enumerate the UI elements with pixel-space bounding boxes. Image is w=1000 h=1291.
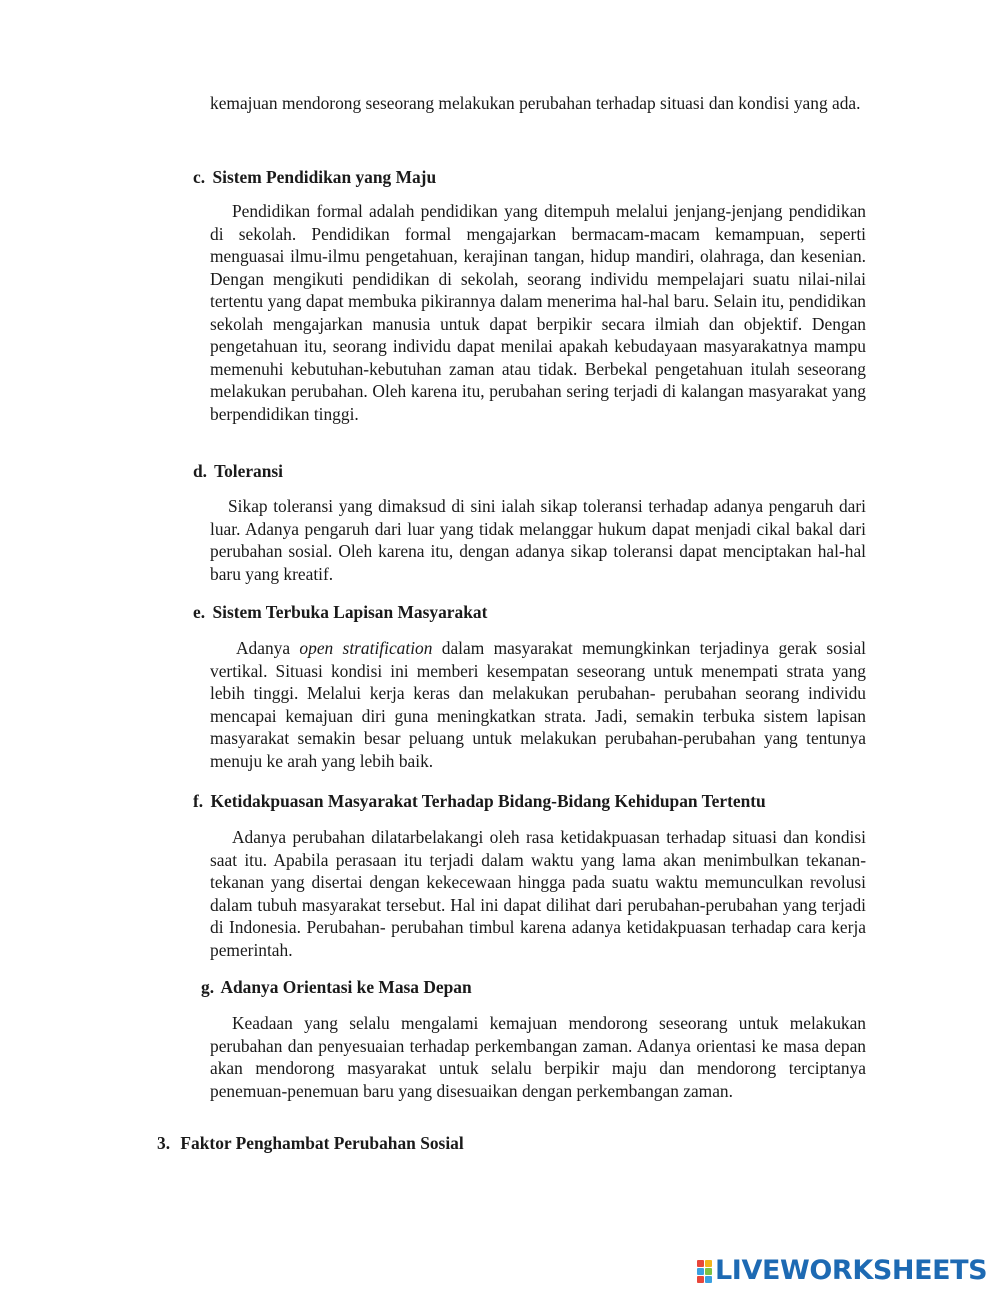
section-heading-d: [193, 460, 283, 482]
intro-text: kemajuan mendorong seseorang melakukan perubahan terhadap situasi dan kondisi yang ada.: [210, 93, 861, 113]
section-body-d: [210, 495, 866, 585]
section-label: c.: [193, 167, 206, 187]
section-body-italic-term: open stratification: [299, 638, 433, 658]
section-label: g.: [201, 977, 215, 997]
section-body-text-before: Adanya: [236, 638, 300, 658]
main-heading-title: Faktor Penghambat Perubahan Sosial: [180, 1133, 464, 1153]
section-body-text: Adanya perubahan dilatarbelakangi oleh rasa ketidakpuasan terhadap situasi dan kondisi saat itu. Apabila perasaan itu terjadi dalam waktu yang lama akan menimbulkan tekanan-tekanan yang disertai dengan kekecewaan hingga pada suatu waktu memunculkan revolusi dalam tubuh masyarakat tersebut. Hal ini dapat dilihat dari perubahan-perubahan yang terjadi di Indonesia. Perubahan- perubahan timbul karena adanya ketidakpuasan terhadap cara kerja pemerintah.: [210, 827, 866, 960]
section-body-f: [210, 826, 866, 961]
section-heading-g: [201, 976, 472, 998]
section-label: e.: [193, 602, 206, 622]
intro-paragraph: [210, 90, 866, 116]
section-label: f.: [193, 791, 204, 811]
section-body-c: [210, 200, 866, 425]
section-heading-f: [193, 790, 766, 812]
section-body-e: [210, 637, 866, 772]
section-label: d.: [193, 461, 208, 481]
liveworksheets-mark-icon: [697, 1260, 712, 1283]
section-title: Ketidakpuasan Masyarakat Terhadap Bidang-Bidang Kehidupan Tertentu: [210, 791, 766, 811]
section-body-text: Pendidikan formal adalah pendidikan yang ditempuh melalui jenjang-jenjang pendidikan di sekolah. Pendidikan formal mengajarkan bermacam-macam kemampuan, seperti menguasai ilmu-ilmu pengetahuan, kerajinan tangan, hidup mandiri, olahraga, dan kesenian. Dengan mengikuti pendidikan di sekolah, seorang individu mempelajari suatu nilai-nilai tertentu yang dapat membuka pikirannya dalam menerima hal-hal baru. Selain itu, pendidikan sekolah mengajarkan manusia untuk dapat berpikir secara ilmiah dan objektif. Dengan pengetahuan itu, seorang individu dapat menilai apakah kebudayaan masyarakatnya mampu memenuhi kebutuhan-kebutuhan zaman atau tidak. Berbekal pengetahuan itulah seseorang melakukan perubahan. Oleh karena itu, perubahan sering terjadi di kalangan masyarakat yang berpendidikan tinggi.: [210, 201, 866, 424]
section-heading-c: [193, 166, 436, 188]
section-body-text-after: dalam masyarakat memungkinkan terjadinya gerak sosial vertikal. Situasi kondisi ini memberi kesempatan seseorang untuk menempati strata yang lebih tinggi. Melalui kerja keras dan melakukan perubahan- perubahan seorang individu mencapai kemajuan diri guna meningkatkan strata. Jadi, semakin terbuka sistem lapisan masyarakat semakin besar peluang untuk melakukan perubahan-perubahan yang tentunya menuju ke arah yang lebih baik.: [210, 638, 867, 771]
section-title: Sistem Pendidikan yang Maju: [212, 167, 437, 187]
section-title: Adanya Orientasi ke Masa Depan: [220, 977, 472, 997]
section-body-text: Keadaan yang selalu mengalami kemajuan mendorong seseorang untuk melakukan perubahan dan penyesuaian terhadap perkembangan zaman. Adanya orientasi ke masa depan akan mendorong masyarakat untuk selalu berpikir maju dan mendorong terciptanya penemuan-penemuan baru yang disesuaikan dengan perkembangan zaman.: [210, 1013, 866, 1101]
section-heading-e: [193, 601, 487, 623]
section-title: Toleransi: [214, 461, 284, 481]
liveworksheets-logo: [697, 1255, 987, 1287]
section-title: Sistem Terbuka Lapisan Masyarakat: [212, 602, 488, 622]
section-body-text: Sikap toleransi yang dimaksud di sini ialah sikap toleransi terhadap adanya pengaruh dari luar. Adanya pengaruh dari luar yang tidak melanggar hukum dapat menjadi cikal bakal dari perubahan sosial. Oleh karena itu, dengan adanya sikap toleransi dapat menciptakan hal-hal baru yang kreatif.: [210, 496, 866, 584]
section-body-g: [210, 1012, 866, 1102]
liveworksheets-wordmark: LIVEWORKSHEETS: [715, 1255, 988, 1286]
main-heading-number: 3.: [157, 1133, 171, 1153]
main-heading-3: [157, 1132, 464, 1154]
